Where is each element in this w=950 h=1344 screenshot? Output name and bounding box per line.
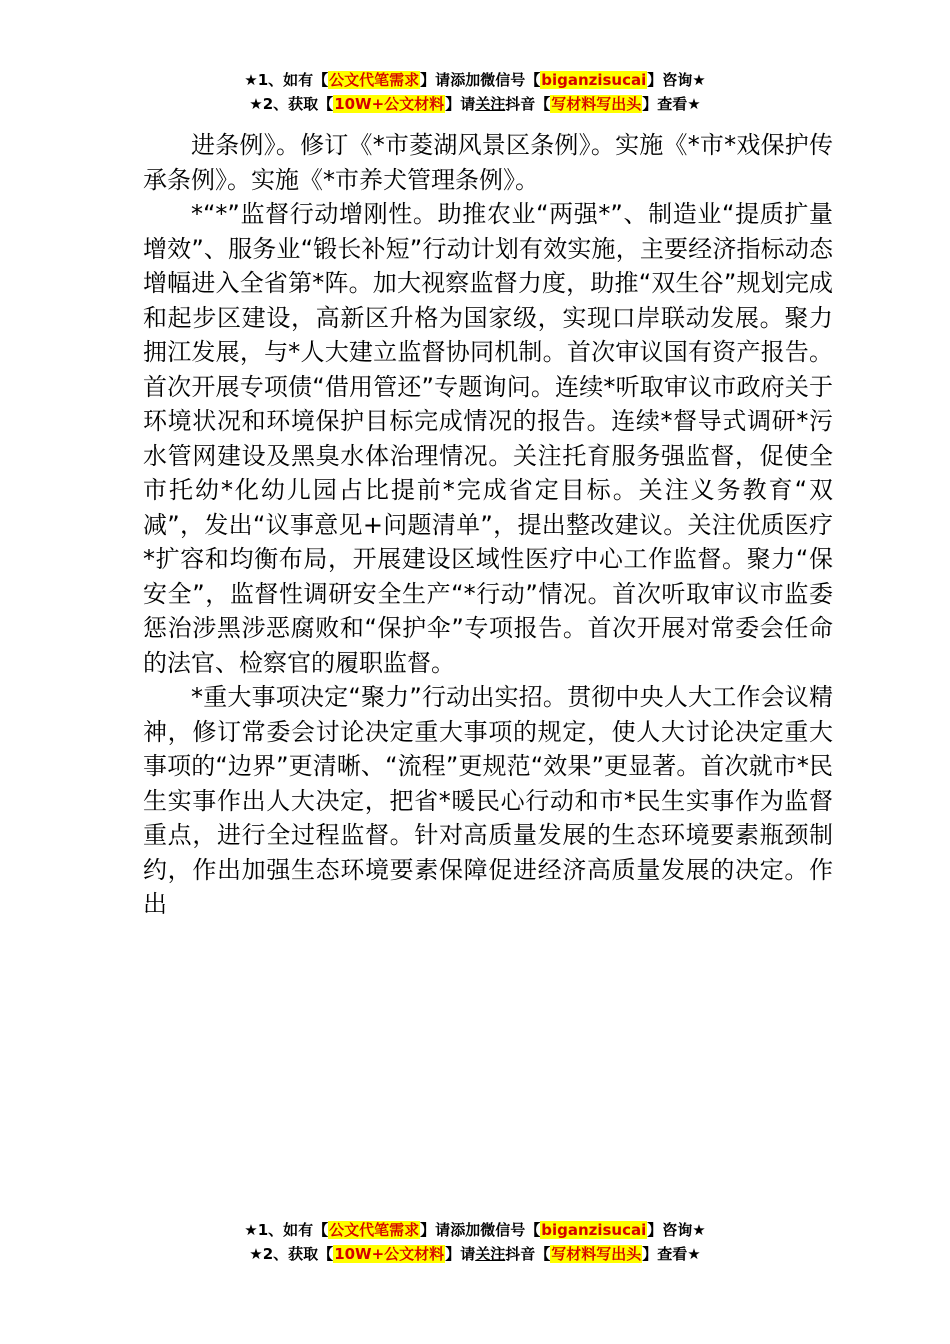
banner-text: ★2、获取【 (249, 1245, 334, 1263)
banner-bold-word: 关注 (475, 95, 506, 113)
banner-text: 】请 (445, 95, 476, 113)
banner-text: 抖音【 (505, 95, 551, 113)
banner-text: 抖音【 (505, 1245, 551, 1263)
banner-line-1 (0, 1218, 950, 1242)
header-banner (0, 68, 950, 116)
footer-banner (0, 1218, 950, 1266)
banner-text: 微信号【 (480, 1221, 541, 1239)
banner-line-2 (0, 92, 950, 116)
banner-line-2 (0, 1242, 950, 1266)
document-body (143, 128, 833, 922)
banner-text: 】请 (445, 1245, 476, 1263)
banner-bold-word: 添加 (450, 71, 481, 89)
banner-text: ★1、如有【 (244, 1221, 329, 1239)
banner-text: ★1、如有【 (244, 71, 329, 89)
highlight-materials: 10W+公文材料 (334, 95, 445, 113)
highlight-douyin-id: 写材料写出头 (551, 1245, 642, 1263)
banner-text: 微信号【 (480, 71, 541, 89)
highlight-service: 公文代笔需求 (329, 1221, 420, 1239)
banner-text: 】请 (420, 1221, 451, 1239)
banner-text: 】查看★ (642, 1245, 701, 1263)
highlight-douyin-id: 写材料写出头 (551, 95, 642, 113)
banner-text: 】咨询★ (647, 1221, 706, 1239)
highlight-wechat-id: biganzisucai (541, 1221, 647, 1239)
banner-text: 】查看★ (642, 95, 701, 113)
highlight-service: 公文代笔需求 (329, 71, 420, 89)
paragraph: *重大事项决定“聚力”行动出实招。贯彻中央人大工作会议精神，修订常委会讨论决定重大事项的规定，使人大讨论决定重大事项的“边界”更清晰、“流程”更规范“效果”更显著。首次就市*民生实事作出人大决定，把省*暖民心行动和市*民生实事作为监督重点，进行全过程监督。针对高质量发展的生态环境要素瓶颈制约，作出加强生态环境要素保障促进经济高质量发展的决定。作出 (143, 683, 833, 918)
banner-text: ★2、获取【 (249, 95, 334, 113)
banner-line-1 (0, 68, 950, 92)
banner-text: 】咨询★ (647, 71, 706, 89)
highlight-materials: 10W+公文材料 (334, 1245, 445, 1263)
highlight-wechat-id: biganzisucai (541, 71, 647, 89)
banner-text: 】请 (420, 71, 451, 89)
banner-bold-word: 添加 (450, 1221, 481, 1239)
paragraph: 进条例》。修订《*市菱湖风景区条例》。实施《*市*戏保护传承条例》。实施《*市养犬管理条例》。 (143, 131, 833, 194)
paragraph: *“*”监督行动增刚性。助推农业“两强*”、制造业“提质扩量增效”、服务业“锻长补短”行动计划有效实施，主要经济指标动态增幅进入全省第*阵。加大视察监督力度，助推“双生谷”规划完成和起步区建设，高新区升格为国家级，实现口岸联动发展。聚力拥江发展，与*人大建立监督协同机制。首次审议国有资产报告。首次开展专项债“借用管还”专题询问。连续*听取审议市政府关于环境状况和环境保护目标完成情况的报告。连续*督导式调研*污水管网建设及黑臭水体治理情况。关注托育服务强监督，促使全市托幼*化幼儿园占比提前*完成省定目标。关注义务教育“双减”，发出“议事意见+问题清单”，提出整改建议。关注优质医疗*扩容和均衡布局，开展建设区域性医疗中心工作监督。聚力“保安全”，监督性调研安全生产“*行动”情况。首次听取审议市监委惩治涉黑涉恶腐败和“保护伞”专项报告。首次开展对常委会任命的法官、检察官的履职监督。 (143, 200, 833, 677)
banner-bold-word: 关注 (475, 1245, 506, 1263)
